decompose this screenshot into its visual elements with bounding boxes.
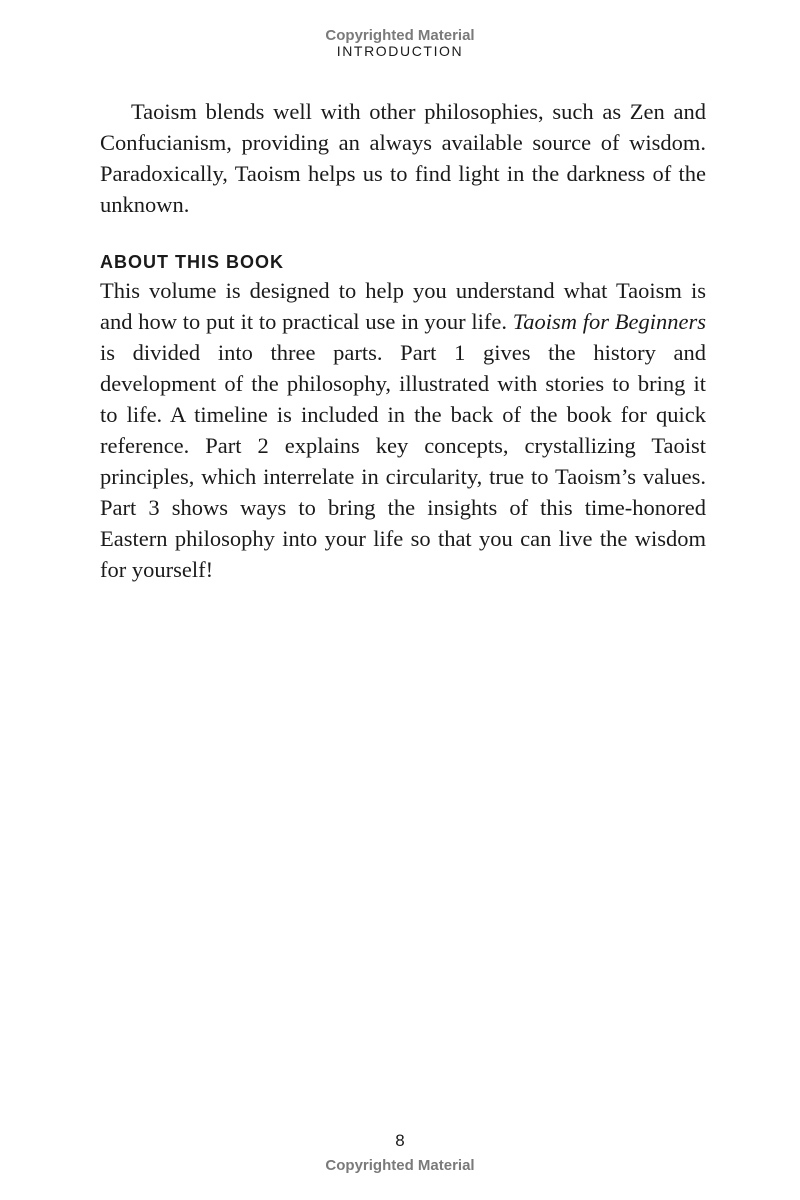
intro-paragraph: Taoism blends well with other philosophies, such as Zen and Confucianism, providing an always available source of wisdom. Paradoxically, Taoism helps us to find light in the darkness of the unknown. bbox=[100, 99, 706, 217]
copyright-watermark-top: Copyrighted Material bbox=[325, 27, 475, 44]
about-paragraph bbox=[100, 275, 706, 585]
about-text-part-2: is divided into three parts. Part 1 gives the history and development of the philosophy, illustrated with stories to bring it to life. A timeline is included in the back of the book for quick reference. Part 2 explains key concepts, crystallizing Taoist principles, which interrelate in circularity, true to Taoism’s values. Part 3 shows ways to bring the insights of this time-honored Eastern philosophy into your life so that you can live the wisdom for yourself! bbox=[100, 340, 706, 582]
about-text-part-1: This volume is designed to help you understand what Taoism is and how to put it to practical use in your life. bbox=[100, 278, 706, 334]
section-heading: ABOUT THIS BOOK bbox=[100, 252, 284, 272]
page-body bbox=[100, 96, 706, 585]
page-number: 8 bbox=[395, 1131, 405, 1150]
copyright-watermark-bottom: Copyrighted Material bbox=[325, 1157, 475, 1174]
running-head: INTRODUCTION bbox=[336, 43, 464, 59]
book-title: Taoism for Beginners bbox=[512, 309, 706, 334]
